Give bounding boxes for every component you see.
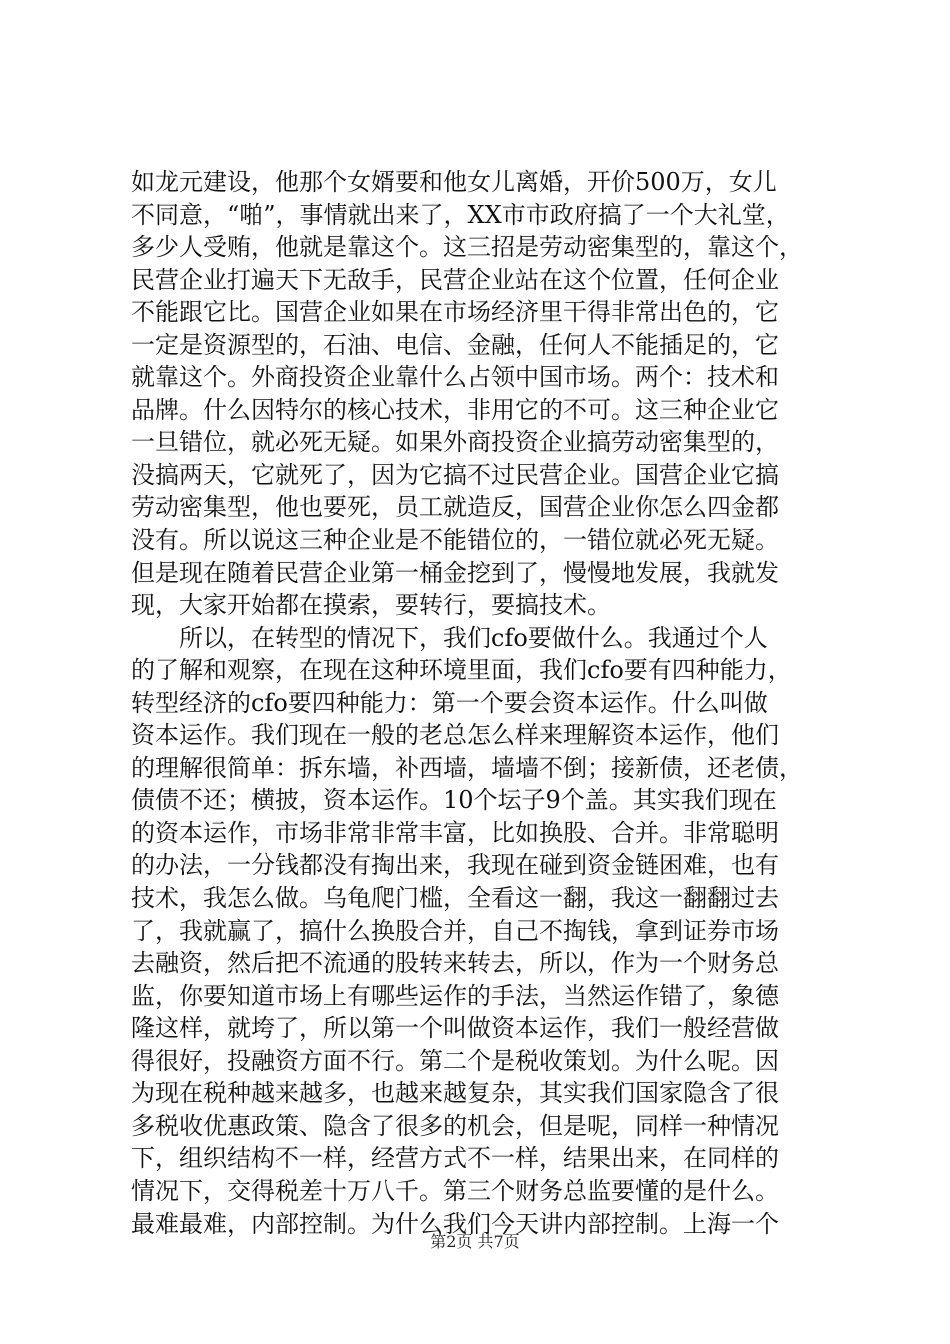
text-line: 没有。所以说这三种企业是不能错位的，一错位就必死无疑。: [131, 526, 779, 555]
text-line: 就靠这个。外商投资企业靠什么占领中国市场。两个：技术和: [131, 363, 779, 392]
page-footer: 第2页 共7页: [430, 1232, 520, 1251]
text-line: 所以，在转型的情况下，我们cfo要做什么。我通过个人: [131, 623, 768, 652]
text-line: 情况下，交得税差十万八千。第三个财务总监要懂的是什么。: [131, 1176, 779, 1205]
text-line: 但是现在随着民营企业第一桶金挖到了，慢慢地发展，我就发: [131, 558, 779, 587]
text-line: 的了解和观察，在现在这种环境里面，我们cfo要有四种能力，: [131, 656, 792, 685]
text-line: 最难最难，内部控制。为什么我们今天讲内部控制。上海一个: [131, 1209, 779, 1238]
text-line: 得很好，投融资方面不行。第二个是税收策划。为什么呢。因: [131, 1046, 779, 1075]
text-line: 的办法，一分钱都没有掏出来，我现在碰到资金链困难，也有: [131, 851, 779, 880]
text-line: 去融资，然后把不流通的股转来转去，所以，作为一个财务总: [131, 949, 779, 978]
text-line: 技术，我怎么做。乌龟爬门槛，全看这一翻，我这一翻翻过去: [131, 884, 779, 913]
text-line: 现，大家开始都在摸索，要转行，要搞技术。: [131, 591, 611, 620]
text-line: 多少人受贿，他就是靠这个。这三招是劳动密集型的，靠这个，: [131, 233, 803, 262]
text-line: 了，我就赢了，搞什么换股合并，自己不掏钱，拿到证券市场: [131, 916, 779, 945]
text-line: 的理解很简单：拆东墙，补西墙，墙墙不倒；接新债，还老债，: [131, 753, 803, 782]
text-line: 为现在税种越来越多，也越来越复杂，其实我们国家隐含了很: [131, 1079, 779, 1108]
body-text: [131, 166, 831, 1240]
text-line: 转型经济的cfo要四种能力：第一个要会资本运作。什么叫做: [131, 688, 768, 717]
text-line: 不同意，“啪”，事情就出来了，XX市市政府搞了一个大礼堂，: [131, 200, 790, 229]
text-line: 一旦错位，就必死无疑。如果外商投资企业搞劳动密集型的，: [131, 428, 779, 457]
text-line: 民营企业打遍天下无敌手，民营企业站在这个位置，任何企业: [131, 265, 779, 294]
text-line: 隆这样，就垮了，所以第一个叫做资本运作，我们一般经营做: [131, 1014, 779, 1043]
text-line: 如龙元建设，他那个女婿要和他女儿离婚，开价500万，女儿: [131, 168, 777, 196]
text-line: 资本运作。我们现在一般的老总怎么样来理解资本运作，他们: [131, 721, 779, 750]
text-line: 品牌。什么因特尔的核心技术，非用它的不可。这三种企业它: [131, 395, 779, 424]
text-line: 多税收优惠政策、隐含了很多的机会，但是呢，同样一种情况: [131, 1111, 779, 1140]
text-line: 劳动密集型，他也要死，员工就造反，国营企业你怎么四金都: [131, 493, 779, 522]
text-line: 不能跟它比。国营企业如果在市场经济里干得非常出色的，它: [131, 298, 779, 327]
text-line: 债债不还；横披，资本运作。10个坛子9个盖。其实我们现在: [131, 786, 777, 815]
text-line: 没搞两天，它就死了，因为它搞不过民营企业。国营企业它搞: [131, 460, 779, 489]
text-line: 监，你要知道市场上有哪些运作的手法，当然运作错了，象德: [131, 981, 779, 1010]
text-line: 的资本运作，市场非常非常丰富，比如换股、合并。非常聪明: [131, 818, 779, 847]
text-line: 一定是资源型的，石油、电信、金融，任何人不能插足的，它: [131, 330, 779, 359]
text-line: 下，组织结构不一样，经营方式不一样，结果出来，在同样的: [131, 1144, 779, 1173]
